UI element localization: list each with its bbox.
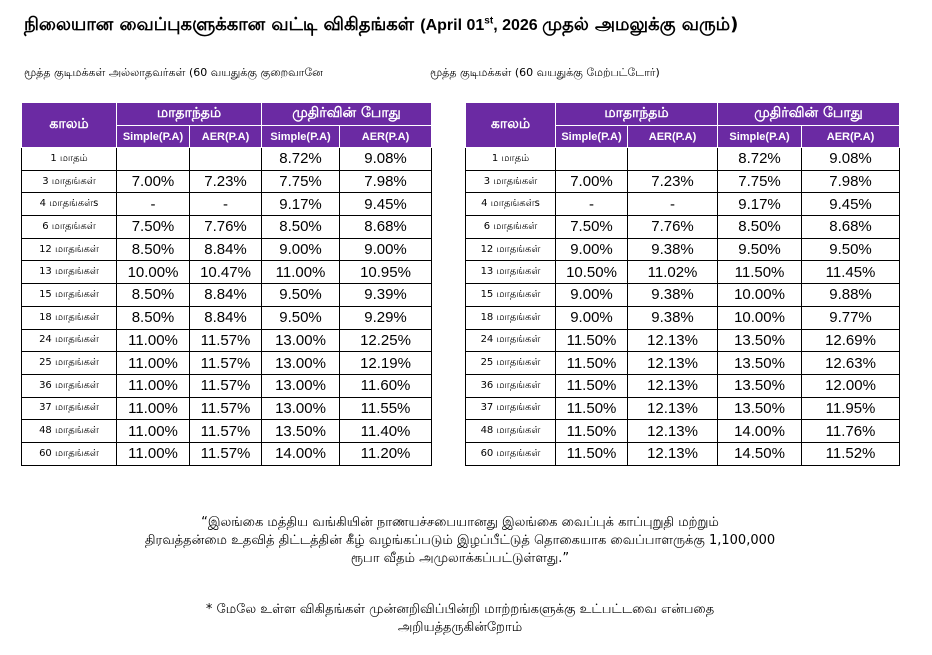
table-row [22, 397, 432, 420]
table-row [466, 442, 900, 465]
monthly-aer-cell: 9.38% [628, 306, 718, 329]
monthly-simple-cell: 9.00% [556, 284, 628, 307]
monthly-simple-cell: 11.00% [117, 442, 190, 465]
monthly-aer-cell: 7.76% [628, 216, 718, 239]
maturity-aer-cell: 9.50% [802, 238, 900, 261]
maturity-aer-cell: 9.77% [802, 306, 900, 329]
maturity-simple-cell: 13.50% [262, 420, 340, 443]
monthly-aer-cell: 11.57% [190, 329, 262, 352]
monthly-aer-cell: 11.57% [190, 352, 262, 375]
table-row [466, 306, 900, 329]
note-line: * மேலே உள்ள விகிதங்கள் முன்னறிவிப்பின்றி மாற்றங்களுக்கு உட்பட்டவை என்பதை [205, 602, 715, 617]
maturity-aer-cell: 12.25% [340, 329, 432, 352]
period-cell: 24 மாதங்கள் [22, 329, 117, 352]
maturity-simple-cell: 14.00% [262, 442, 340, 465]
table-row [466, 352, 900, 375]
period-cell: 12 மாதங்கள் [22, 238, 117, 261]
maturity-simple-cell: 7.75% [262, 170, 340, 193]
monthly-aer-cell: 9.38% [628, 238, 718, 261]
period-cell: 37 மாதங்கள் [466, 397, 556, 420]
monthly-simple-cell: - [117, 193, 190, 216]
table-row [22, 352, 432, 375]
monthly-simple-cell: 11.50% [556, 374, 628, 397]
monthly-simple-cell: 9.00% [556, 306, 628, 329]
maturity-aer-cell: 7.98% [340, 170, 432, 193]
period-cell: 48 மாதங்கள் [22, 420, 117, 443]
monthly-simple-cell: 11.50% [556, 352, 628, 375]
table-row [466, 193, 900, 216]
monthly-aer-cell: 12.13% [628, 420, 718, 443]
monthly-simple-cell: 7.00% [556, 170, 628, 193]
period-cell: 4 மாதங்கள்s [466, 193, 556, 216]
maturity-aer-cell: 12.00% [802, 374, 900, 397]
table-row [22, 284, 432, 307]
table-row [466, 397, 900, 420]
monthly-simple-cell [117, 148, 190, 171]
quote-line: திரவத்தன்மை உதவித் திட்டத்தின் கீழ் வழங்கப்படும் இழப்பீட்டுத் தொகையாக வைப்பாளருக்கு 1,100,000 [144, 533, 776, 548]
non-senior-subheading: மூத்த குடிமக்கள் அல்லாதவர்கள் (60 வயதுக்கு குறைவானே [24, 66, 323, 79]
period-cell: 60 மாதங்கள் [22, 442, 117, 465]
period-cell: 3 மாதங்கள் [466, 170, 556, 193]
table-row [466, 170, 900, 193]
maturity-simple-cell: 8.72% [718, 148, 802, 171]
monthly-simple-cell: 11.00% [117, 420, 190, 443]
period-cell: 25 மாதங்கள் [466, 352, 556, 375]
table-row [22, 216, 432, 239]
quote-line: “இலங்கை மத்திய வங்கியின் நாணயச்சபையானது இலங்கை வைப்புக் காப்புறுதி மற்றும் [201, 515, 719, 530]
table-row [466, 284, 900, 307]
period-cell: 1 மாதம் [22, 148, 117, 171]
monthly-aer-cell [190, 148, 262, 171]
maturity-simple-cell: 9.17% [718, 193, 802, 216]
maturity-aer-cell: 11.55% [340, 397, 432, 420]
monthly-simple-cell: 11.50% [556, 329, 628, 352]
monthly-simple-cell: 11.00% [117, 352, 190, 375]
period-cell: 36 மாதங்கள் [22, 374, 117, 397]
monthly-aer-cell: 7.23% [628, 170, 718, 193]
maturity-aer-cell: 10.95% [340, 261, 432, 284]
table-row [466, 148, 900, 171]
period-header: காலம் [22, 103, 117, 148]
rates-disclaimer-note [60, 601, 860, 637]
period-cell: 36 மாதங்கள் [466, 374, 556, 397]
table-row [466, 374, 900, 397]
maturity-aer-cell: 7.98% [802, 170, 900, 193]
maturity-aer-cell: 11.20% [340, 442, 432, 465]
monthly-simple-cell: 11.00% [117, 329, 190, 352]
period-cell: 1 மாதம் [466, 148, 556, 171]
maturity-simple-cell: 13.50% [718, 352, 802, 375]
monthly-simple-cell: 11.50% [556, 420, 628, 443]
period-header: காலம் [466, 103, 556, 148]
maturity-simple-cell: 11.00% [262, 261, 340, 284]
maturity-simple-cell: 10.00% [718, 284, 802, 307]
maturity-simple-cell: 9.50% [262, 284, 340, 307]
monthly-simple-cell: 8.50% [117, 306, 190, 329]
maturity-aer-cell: 9.39% [340, 284, 432, 307]
period-cell: 18 மாதங்கள் [466, 306, 556, 329]
maturity-header: முதிர்வின் போது [262, 103, 432, 126]
maturity-simple-cell: 13.50% [718, 397, 802, 420]
maturity-simple-cell: 14.00% [718, 420, 802, 443]
table-row [22, 306, 432, 329]
maturity-aer-cell: 11.95% [802, 397, 900, 420]
monthly-aer-cell: 7.76% [190, 216, 262, 239]
period-cell: 13 மாதங்கள் [22, 261, 117, 284]
monthly-aer-cell: 12.13% [628, 329, 718, 352]
maturity-simple-cell: 9.00% [262, 238, 340, 261]
maturity-aer-cell: 9.08% [802, 148, 900, 171]
maturity-simple-cell: 8.72% [262, 148, 340, 171]
monthly-aer-cell: 12.13% [628, 352, 718, 375]
table-row [466, 261, 900, 284]
monthly-aer-cell: 11.57% [190, 420, 262, 443]
monthly-simple-cell: 9.00% [556, 238, 628, 261]
monthly-simple-cell: 8.50% [117, 284, 190, 307]
maturity-aer-cell: 11.40% [340, 420, 432, 443]
table-row [22, 420, 432, 443]
period-cell: 15 மாதங்கள் [466, 284, 556, 307]
maturity-aer-header: AER(P.A) [340, 126, 432, 148]
table-row [22, 193, 432, 216]
maturity-simple-header: Simple(P.A) [718, 126, 802, 148]
maturity-simple-cell: 9.50% [262, 306, 340, 329]
maturity-aer-cell: 11.45% [802, 261, 900, 284]
maturity-simple-cell: 13.00% [262, 352, 340, 375]
maturity-simple-cell: 13.50% [718, 329, 802, 352]
monthly-simple-cell: 11.50% [556, 397, 628, 420]
period-cell: 37 மாதங்கள் [22, 397, 117, 420]
maturity-simple-cell: 8.50% [262, 216, 340, 239]
monthly-simple-header: Simple(P.A) [556, 126, 628, 148]
period-cell: 6 மாதங்கள் [466, 216, 556, 239]
monthly-aer-cell: 12.13% [628, 442, 718, 465]
monthly-simple-cell: 7.50% [117, 216, 190, 239]
maturity-simple-cell: 11.50% [718, 261, 802, 284]
maturity-aer-cell: 9.45% [802, 193, 900, 216]
monthly-aer-cell: 8.84% [190, 238, 262, 261]
period-cell: 12 மாதங்கள் [466, 238, 556, 261]
monthly-aer-cell [628, 148, 718, 171]
monthly-simple-cell: 10.50% [556, 261, 628, 284]
table-row [22, 442, 432, 465]
maturity-simple-cell: 14.50% [718, 442, 802, 465]
maturity-header: முதிர்வின் போது [718, 103, 900, 126]
maturity-simple-cell: 10.00% [718, 306, 802, 329]
monthly-simple-cell: 11.00% [117, 397, 190, 420]
table-row [466, 420, 900, 443]
maturity-aer-cell: 11.52% [802, 442, 900, 465]
period-cell: 48 மாதங்கள் [466, 420, 556, 443]
monthly-simple-cell: 8.50% [117, 238, 190, 261]
monthly-aer-header: AER(P.A) [628, 126, 718, 148]
period-cell: 18 மாதங்கள் [22, 306, 117, 329]
table-body [22, 148, 432, 466]
period-cell: 15 மாதங்கள் [22, 284, 117, 307]
table-row [22, 261, 432, 284]
non-senior-rates-table [21, 102, 432, 466]
monthly-aer-header: AER(P.A) [190, 126, 262, 148]
page-title: நிலையான வைப்புகளுக்கான வட்டி விகிதங்கள் (April 01st, 2026 முதல் அமலுக்கு வரும்) [24, 14, 739, 35]
monthly-simple-cell: 7.00% [117, 170, 190, 193]
senior-rates-table [465, 102, 900, 466]
monthly-aer-cell: - [190, 193, 262, 216]
note-line: அறியத்தருகின்றோம் [397, 620, 523, 635]
period-cell: 4 மாதங்கள்s [22, 193, 117, 216]
maturity-aer-cell: 9.00% [340, 238, 432, 261]
deposit-insurance-quote [60, 514, 860, 568]
maturity-simple-header: Simple(P.A) [262, 126, 340, 148]
monthly-simple-cell: 10.00% [117, 261, 190, 284]
monthly-simple-cell: 11.50% [556, 442, 628, 465]
monthly-aer-cell: 8.84% [190, 306, 262, 329]
monthly-simple-header: Simple(P.A) [117, 126, 190, 148]
maturity-simple-cell: 13.00% [262, 374, 340, 397]
maturity-aer-cell: 8.68% [340, 216, 432, 239]
maturity-simple-cell: 7.75% [718, 170, 802, 193]
maturity-aer-cell: 9.45% [340, 193, 432, 216]
period-cell: 24 மாதங்கள் [466, 329, 556, 352]
maturity-aer-cell: 11.60% [340, 374, 432, 397]
monthly-aer-cell: - [628, 193, 718, 216]
maturity-aer-cell: 9.29% [340, 306, 432, 329]
maturity-aer-cell: 12.69% [802, 329, 900, 352]
monthly-simple-cell: - [556, 193, 628, 216]
maturity-aer-cell: 9.88% [802, 284, 900, 307]
maturity-aer-cell: 9.08% [340, 148, 432, 171]
monthly-aer-cell: 12.13% [628, 397, 718, 420]
period-cell: 3 மாதங்கள் [22, 170, 117, 193]
maturity-simple-cell: 9.50% [718, 238, 802, 261]
monthly-header: மாதாந்தம் [556, 103, 718, 126]
maturity-simple-cell: 13.00% [262, 397, 340, 420]
period-cell: 13 மாதங்கள் [466, 261, 556, 284]
table-row [466, 216, 900, 239]
maturity-aer-cell: 8.68% [802, 216, 900, 239]
table-row [466, 238, 900, 261]
table-row [22, 170, 432, 193]
monthly-aer-cell: 7.23% [190, 170, 262, 193]
table-row [22, 238, 432, 261]
monthly-aer-cell: 11.02% [628, 261, 718, 284]
quote-line: ரூபா வீதம் அமுலாக்கப்பட்டுள்ளது.” [350, 551, 570, 566]
maturity-aer-header: AER(P.A) [802, 126, 900, 148]
table-body [466, 148, 900, 466]
maturity-aer-cell: 12.19% [340, 352, 432, 375]
monthly-simple-cell: 11.00% [117, 374, 190, 397]
maturity-aer-cell: 11.76% [802, 420, 900, 443]
table-row [466, 329, 900, 352]
monthly-simple-cell: 7.50% [556, 216, 628, 239]
maturity-simple-cell: 8.50% [718, 216, 802, 239]
monthly-aer-cell: 11.57% [190, 442, 262, 465]
monthly-aer-cell: 8.84% [190, 284, 262, 307]
period-cell: 6 மாதங்கள் [22, 216, 117, 239]
maturity-aer-cell: 12.63% [802, 352, 900, 375]
period-cell: 60 மாதங்கள் [466, 442, 556, 465]
period-cell: 25 மாதங்கள் [22, 352, 117, 375]
maturity-simple-cell: 13.50% [718, 374, 802, 397]
monthly-simple-cell [556, 148, 628, 171]
monthly-aer-cell: 11.57% [190, 374, 262, 397]
monthly-header: மாதாந்தம் [117, 103, 262, 126]
monthly-aer-cell: 10.47% [190, 261, 262, 284]
table-row [22, 374, 432, 397]
table-row [22, 148, 432, 171]
monthly-aer-cell: 11.57% [190, 397, 262, 420]
maturity-simple-cell: 13.00% [262, 329, 340, 352]
maturity-simple-cell: 9.17% [262, 193, 340, 216]
monthly-aer-cell: 12.13% [628, 374, 718, 397]
monthly-aer-cell: 9.38% [628, 284, 718, 307]
table-row [22, 329, 432, 352]
senior-subheading: மூத்த குடிமக்கள் (60 வயதுக்கு மேற்பட்டோர்) [430, 66, 660, 79]
